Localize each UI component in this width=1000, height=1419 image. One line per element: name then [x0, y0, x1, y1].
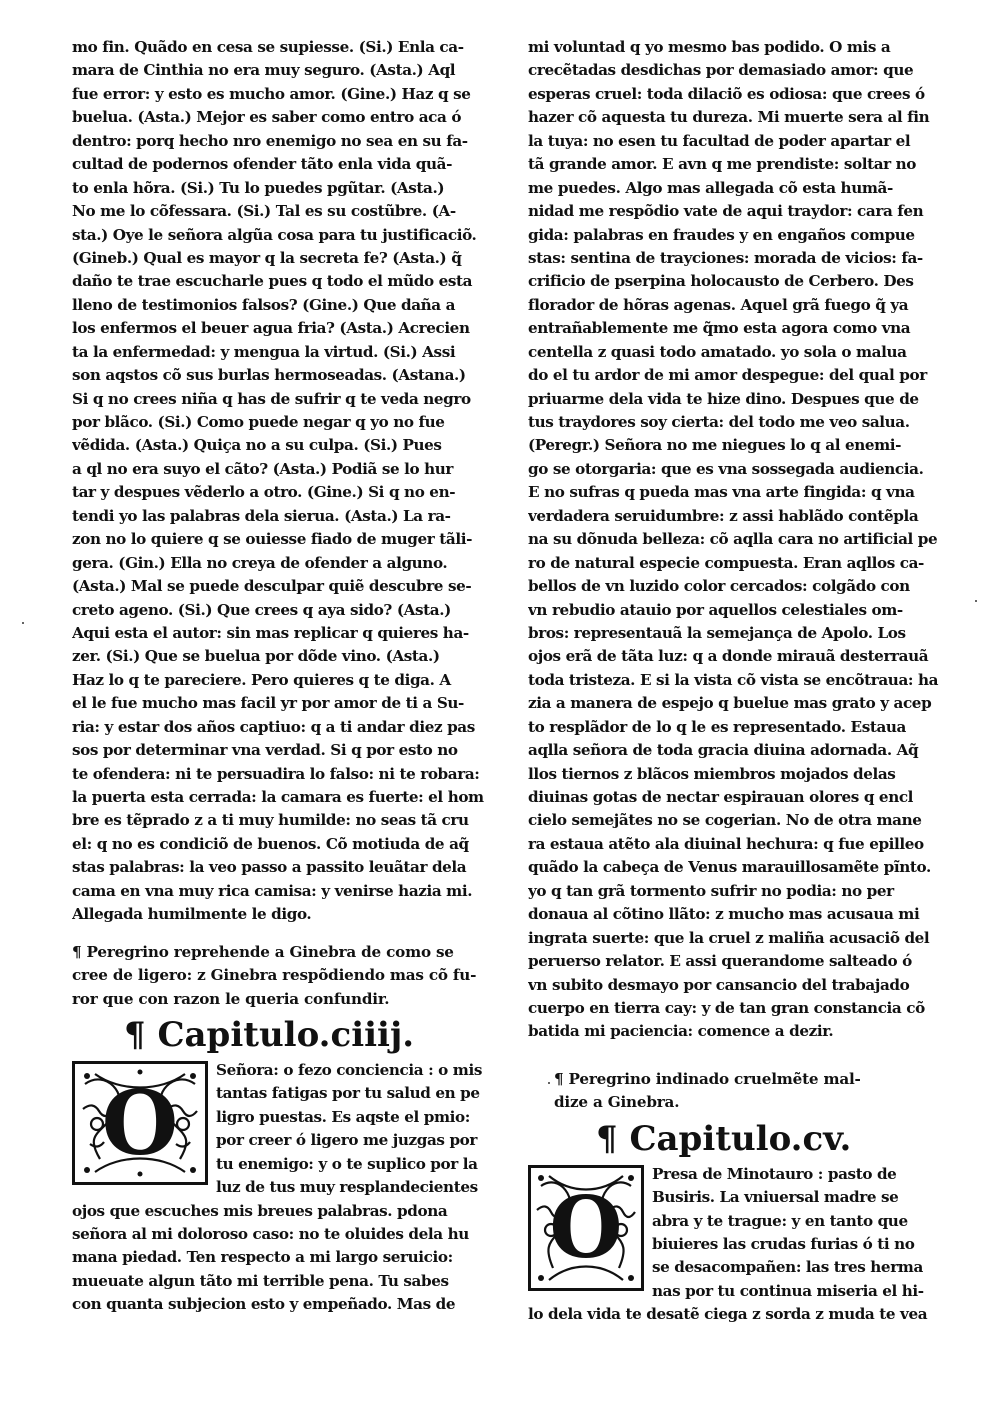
text-line: mi voluntad q yo mesmo bas podido. O mis a — [528, 38, 891, 56]
left-column — [72, 36, 488, 1317]
paper-speck — [22, 622, 24, 624]
text-line: go se otorgaria: que es vna sossegada audiencia. — [528, 459, 924, 478]
text-line: tar y despues vẽderlo a otro. (Gine.) Si q no en- — [72, 483, 456, 502]
paper-speck — [548, 1082, 550, 1084]
text-line: me puedes. Algo mas allegada cõ esta humã- — [528, 178, 893, 197]
text-line: la tuya: no esen tu facultad de poder apartar el — [528, 131, 911, 150]
text-line: ta la enfermedad: y mengua la virtud. (Si.) Assi — [72, 342, 456, 361]
chapter-heading-105: ¶ Capitulo.cv. — [596, 1118, 852, 1159]
text-line: toda tristeza. E si la vista cõ vista se encõtraua: ha — [528, 670, 939, 689]
text-line: to enla hõra. (Si.) Tu lo puedes pgũtar. (Asta.) — [72, 178, 445, 197]
text-line: nidad me respõdio vate de aqui traydor: cara fen — [528, 202, 924, 221]
right-rubric — [528, 1068, 940, 1115]
text-line: el le fue mucho mas facil yr por amor de ti a Su- — [72, 694, 464, 713]
text-line: No me lo cõfessara. (Si.) Tal es su costũbre. (A- — [72, 202, 456, 221]
text-line: ra estaua atẽto ala diuinal hechura: q fue epilleo — [528, 834, 924, 853]
text-line: entrañablemente me q̃mo esta agora como vna — [528, 319, 911, 338]
text-line: sta.) Oye le señora algũa cosa para tu justificaciõ. — [72, 225, 477, 244]
text-line: Haz lo q te pareciere. Pero quieres q te diga. A — [72, 670, 451, 689]
text-line: vn subito desmayo por cansancio del trabajado — [528, 975, 910, 994]
initial-letter: O — [549, 1178, 623, 1278]
text-line: te ofendera: ni te persuadira lo falso: ni te robara: — [72, 764, 480, 783]
rubric-line: cree de ligero: z Ginebra respõdiendo mas cõ fu- — [72, 966, 477, 985]
text-line: fue error: y esto es mucho amor. (Gine.) Haz q se — [72, 84, 471, 103]
chapter-text-line: Busiris. La vniuersal madre se — [652, 1188, 899, 1207]
text-line: stas: sentina de trayciones: morada de vicios: fa- — [528, 248, 923, 267]
chapter-text-line: luz de tus muy resplandecientes — [216, 1178, 478, 1197]
text-line: sos por determinar vna verdad. Si q por esto no — [72, 741, 458, 760]
text-line: crificio de pserpina holocausto de Cerbero. Des — [528, 272, 914, 291]
rubric-line: ¶ Peregrino indinado cruelmẽte mal- — [554, 1069, 861, 1088]
chapter-text-line: se desacompañen: las tres herma — [652, 1258, 923, 1277]
chapter-text-line: mueuate algun tãto mi terrible pena. Tu sabes — [72, 1271, 449, 1290]
rubric-line: ror que con razon le queria confundir. — [72, 989, 390, 1008]
text-line: bros: representauã la semejança de Apolo. Los — [528, 623, 906, 642]
chapter-text-line: ligro puestas. Es aqste el pmio: — [216, 1107, 470, 1126]
text-line: vẽdida. (Asta.) Quiça no a su culpa. (Si.) Pues — [72, 436, 442, 455]
chapter-text-line: tantas fatigas por tu salud en pe — [216, 1084, 480, 1103]
chapter-text-line: nas por tu continua miseria el hi- — [652, 1281, 924, 1300]
text-line: crecẽtadas desdichas por demasiado amor: que — [528, 61, 914, 80]
text-line: el: q no es condiciõ de buenos. Cõ motiuda de aq̃ — [72, 834, 469, 853]
text-line: do el tu ardor de mi amor despegue: del qual por — [528, 366, 927, 385]
text-line: Si q no crees niña q has de sufrir q te veda negro — [72, 389, 471, 408]
text-line: Allegada humilmente le digo. — [72, 905, 312, 924]
text-line: na su dõnuda belleza: cõ aqlla cara no artificial pe — [528, 530, 938, 549]
text-line: yo q tan grã tormento sufrir no podia: no per — [528, 881, 894, 900]
chapter-text-line: mana piedad. Ten respecto a mi largo seruicio: — [72, 1248, 453, 1267]
left-rubric — [72, 941, 488, 1011]
text-line: mara de Cinthia no era muy seguro. (Asta.) Aql — [72, 61, 456, 80]
text-line: (Peregr.) Señora no me niegues lo q al enemi- — [528, 436, 902, 455]
text-line: florador de hõras agenas. Aquel grã fuego q̃ ya — [528, 295, 909, 314]
text-line: aqlla señora de toda gracia diuina adornada. Aq̃ — [528, 741, 919, 760]
text-line: tendi yo las palabras dela sierua. (Asta.) La ra- — [72, 506, 451, 525]
text-line: Aqui esta el autor: sin mas replicar q quieres ha- — [72, 623, 469, 642]
decorated-initial-o — [528, 1165, 644, 1291]
chapter-text-line: biuieres las crudas furias ó ti no — [652, 1235, 915, 1253]
text-line: lleno de testimonios falsos? (Gine.) Que daña a — [72, 295, 456, 314]
chapter-text-line: abra y te trague: y en tanto que — [652, 1211, 908, 1230]
text-line: cielo semejãtes no se cogerian. No de otra mane — [528, 811, 922, 830]
text-line: verdadera seruidumbre: z assi hablãdo contẽpla — [528, 506, 919, 525]
chapter-text-line: con quanta subjecion esto y empeñado. Mas de — [72, 1295, 456, 1314]
text-line: (Gineb.) Qual es mayor q la secreta fe? (Asta.) q̃ — [72, 248, 462, 267]
decorated-initial-o — [72, 1061, 208, 1185]
text-line: vn rebudio atauio por aquellos celestiales om- — [528, 600, 903, 619]
chapter-text-line: Señora: o fezo conciencia : o mis — [216, 1060, 482, 1079]
text-line: creto ageno. (Si.) Que crees q aya sido? (Asta.) — [72, 600, 451, 619]
chapter-text-line: Presa de Minotauro : pasto de — [652, 1164, 897, 1183]
text-line: zon no lo quiere q se ouiesse fiado de muger tãli- — [72, 530, 472, 549]
text-line: los enfermos el beuer agua fria? (Asta.) Acrecien — [72, 319, 470, 338]
text-line: (Asta.) Mal se puede desculpar quiẽ descubre se- — [72, 577, 472, 596]
text-line: tus traydores soy cierta: del todo me veo salua. — [528, 413, 910, 431]
rubric-line: dize a Ginebra. — [554, 1093, 680, 1112]
text-line: buelua. (Asta.) Mejor es saber como entro aca ó — [72, 108, 462, 127]
chapter-text-line: lo dela vida te desatẽ ciega z sorda z muda te vea — [528, 1305, 928, 1324]
text-line: daño te trae escucharle pues q todo el mũdo esta — [72, 272, 473, 291]
text-line: cama en vna muy rica camisa: y venirse hazia mi. — [72, 881, 473, 900]
paper-speck — [975, 600, 977, 602]
text-line: priuarme dela vida te hize dino. Despues que de — [528, 389, 919, 408]
text-line: ro de natural especie compuesta. Eran aqllos ca- — [528, 553, 924, 572]
text-line: ria: y estar dos años captiuo: q a ti andar diez pas — [72, 717, 475, 736]
text-line: bellos de vn luzido color cercados: colgãdo con — [528, 577, 910, 596]
text-line: a ql no era suyo el cãto? (Asta.) Podiã se lo hur — [72, 459, 453, 478]
text-line: ojos erã de tãta luz: q a donde mirauã desterrauã — [528, 647, 929, 666]
chapter-text-line: por creer ó ligero me juzgas por — [216, 1131, 477, 1150]
chapter-text-line: ojos que escuches mis breues palabras. pdona — [72, 1201, 448, 1220]
initial-letter: O — [101, 1070, 179, 1175]
text-line: la puerta esta cerrada: la camara es fuerte: el hom — [72, 788, 484, 806]
text-line: son aqstos cõ sus burlas hermoseadas. (Astana.) — [72, 366, 466, 385]
left-body-text — [72, 36, 488, 927]
chapter-heading-104: ¶ Capitulo.ciiij. — [124, 1014, 415, 1055]
text-line: batida mi paciencia: comence a dezir. — [528, 1022, 834, 1041]
left-chapter-opening — [72, 1059, 488, 1317]
text-line: donaua al cõtino llãto: z mucho mas acusaua mi — [528, 905, 920, 924]
right-body-text — [528, 36, 940, 1044]
text-line: E no sufras q pueda mas vna arte fingida: q vna — [528, 483, 915, 502]
text-line: zia a manera de espejo q buelue mas grato y acep — [528, 694, 932, 713]
chapter-text-line: señora al mi doloroso caso: no te oluides dela hu — [72, 1225, 469, 1243]
text-line: bre es tẽprado z a ti muy humilde: no seas tã cru — [72, 811, 469, 830]
text-line: por blãco. (Si.) Como puede negar q yo no fue — [72, 413, 445, 431]
text-line: gera. (Gin.) Ella no creya de ofender a alguno. — [72, 553, 448, 572]
text-line: cultad de podernos ofender tãto enla vida quã- — [72, 155, 453, 174]
text-line: peruerso relator. E assi querandome salteado ó — [528, 952, 912, 971]
text-line: dentro: porq hecho nro enemigo no sea en su fa- — [72, 131, 468, 150]
text-line: esperas cruel: toda dilaciõ es odiosa: que crees ó — [528, 84, 925, 103]
text-line: quãdo la cabeça de Venus marauillosamẽte pĩnto. — [528, 858, 931, 877]
text-line: cuerpo en tierra cay: y de tan gran constancia cõ — [528, 998, 925, 1017]
text-line: mo fin. Quãdo en cesa se supiesse. (Si.) Enla ca- — [72, 38, 464, 56]
text-line: gida: palabras en fraudes y en engaños compue — [528, 225, 915, 244]
text-line: ingrata suerte: que la cruel z maliña acusaciõ del — [528, 928, 930, 947]
text-line: zer. (Si.) Que se buelua por dõde vino. (Asta.) — [72, 647, 440, 666]
right-chapter-opening — [528, 1163, 940, 1327]
text-line: tã grande amor. E avn q me prendiste: soltar no — [528, 155, 917, 174]
chapter-text-line: tu enemigo: y o te suplico por la — [216, 1154, 478, 1173]
text-line: stas palabras: la veo passo a passito leuãtar dela — [72, 858, 467, 877]
text-line: to resplãdor de lo q le es representado. Estaua — [528, 717, 906, 736]
text-line: hazer cõ aquesta tu dureza. Mi muerte sera al fin — [528, 108, 930, 127]
text-line: centella z quasi todo amatado. yo sola o malua — [528, 342, 907, 361]
right-column — [528, 36, 940, 1327]
text-line: llos tiernos z blãcos miembros mojados delas — [528, 764, 896, 783]
text-line: diuinas gotas de nectar espirauan olores q encl — [528, 788, 914, 806]
rubric-line: ¶ Peregrino reprehende a Ginebra de como se — [72, 942, 454, 961]
